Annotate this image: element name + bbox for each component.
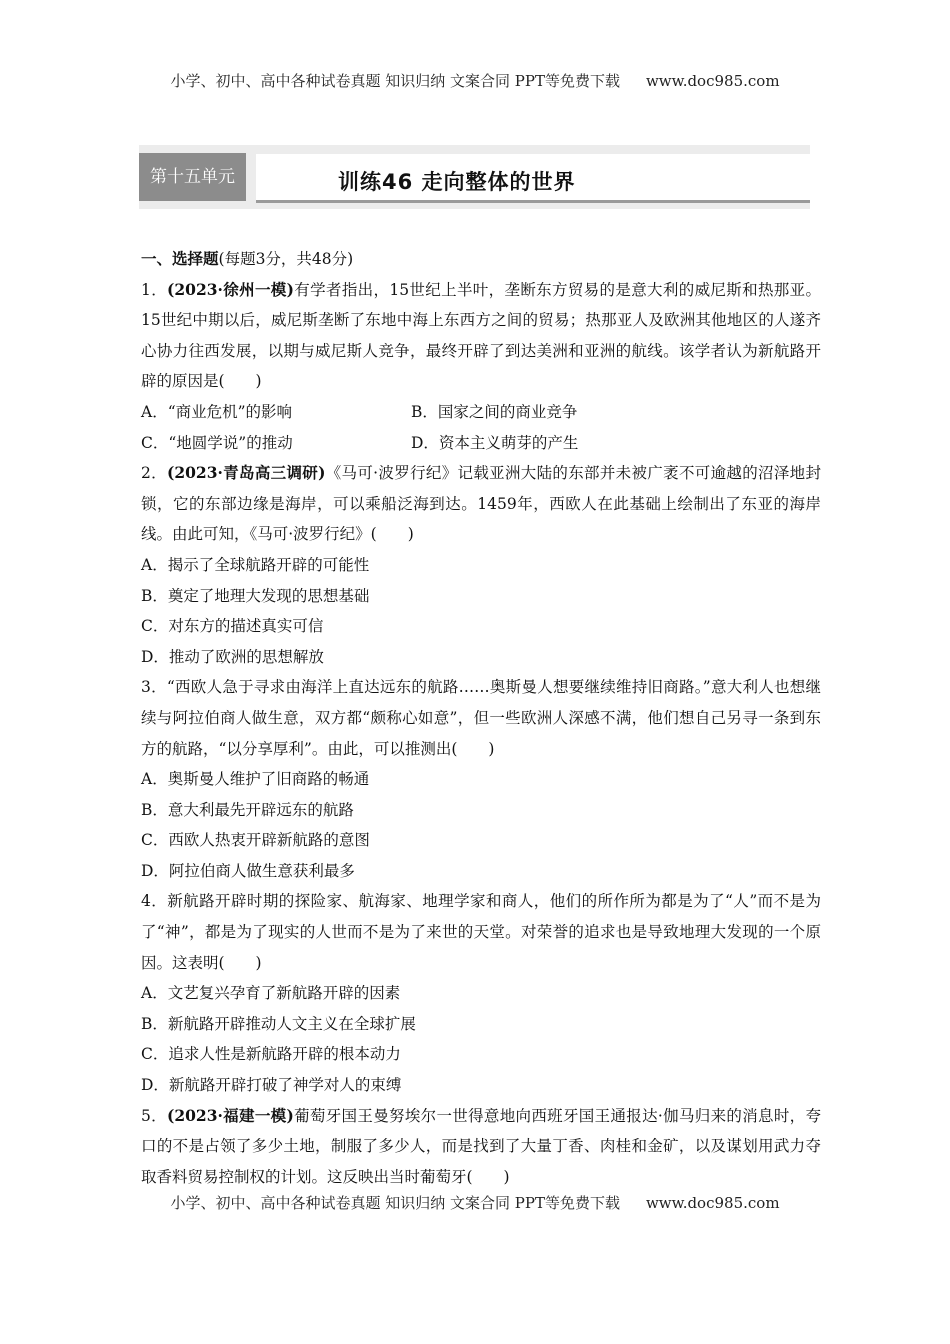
section-heading-note: (每题3分，共48分)	[218, 250, 354, 268]
question-content	[141, 244, 821, 1192]
option-c[interactable]: C．“地圆学说”的推动	[141, 433, 293, 452]
page-header	[0, 70, 950, 91]
option-b[interactable]: B．国家之间的商业竞争	[411, 402, 578, 421]
option-c[interactable]: C．西欧人热衷开辟新航路的意图	[141, 831, 370, 850]
question-source: (2023·徐州一模)	[167, 279, 294, 299]
question-1	[141, 275, 821, 397]
option-a[interactable]: A．奥斯曼人维护了旧商路的畅通	[141, 770, 370, 789]
option-a[interactable]: A．文艺复兴孕育了新航路开辟的因素	[141, 984, 401, 1003]
option-d[interactable]: D．推动了欧洲的思想解放	[141, 647, 324, 666]
question-stem: 新航路开辟时期的探险家、航海家、地理学家和商人，他们的所作所为都是为了“人”而不是为了“神”，都是为了现实的人世而不是为了来世的天堂。对荣誉的追求也是导致地理大发现的一个原因。这表明( )	[141, 892, 821, 972]
question-3	[141, 672, 821, 764]
option-b[interactable]: B．意大利最先开辟远东的航路	[141, 800, 354, 819]
question-4	[141, 886, 821, 978]
question-stem: 有学者指出，15世纪上半叶，垄断东方贸易的是意大利的威尼斯和热那亚。15世纪中期以后，威尼斯垄断了东地中海上东西方之间的贸易；热那亚人及欧洲其他地区的人遂齐心协力往西发展，以期与威尼斯人竞争，最终开辟了到达美洲和亚洲的航线。该学者认为新航路开辟的原因是( )	[141, 280, 821, 391]
question-number: 5．	[141, 1106, 167, 1125]
option-b[interactable]: B．新航路开辟推动人文主义在全球扩展	[141, 1014, 416, 1033]
question-2	[141, 458, 821, 550]
question-number: 4．	[141, 892, 168, 911]
question-stem: 《马可·波罗行纪》记载亚洲大陆的东部并未被广袤不可逾越的沼泽地封锁，它的东部边缘是海岸，可以乘船泛海到达。1459年，西欧人在此基础上绘制出了东亚的海岸线。由此可知，《马可·波罗行纪》( )	[141, 464, 821, 544]
section-heading	[141, 244, 821, 275]
question-source: (2023·福建一模)	[167, 1105, 294, 1125]
section-heading-label: 一、选择题	[141, 249, 219, 268]
question-number: 1．	[141, 280, 168, 299]
option-d[interactable]: D．阿拉伯商人做生意获利最多	[141, 861, 355, 880]
option-d[interactable]: D．资本主义萌芽的产生	[411, 433, 579, 452]
option-c[interactable]: C．追求人性是新航路开辟的根本动力	[141, 1045, 401, 1064]
option-a[interactable]: A．揭示了全球航路开辟的可能性	[141, 555, 370, 574]
footer-text: 小学、初中、高中各种试卷真题 知识归纳 文案合同 PPT等免费下载	[170, 1194, 620, 1212]
header-url[interactable]: www.doc985.com	[645, 72, 780, 90]
question-stem: 葡萄牙国王曼努埃尔一世得意地向西班牙国王通报达·伽马归来的消息时，夸口的不是占领了多少土地，制服了多少人，而是找到了大量丁香、肉桂和金矿，以及谋划用武力夺取香料贸易控制权的计划。这反映出当时葡萄牙( )	[141, 1106, 821, 1186]
question-source: (2023·青岛高三调研)	[167, 463, 326, 483]
option-row	[141, 428, 821, 459]
option-b[interactable]: B．奠定了地理大发现的思想基础	[141, 586, 370, 605]
option-row	[141, 397, 821, 428]
unit-label: 第十五单元	[139, 153, 246, 201]
footer-url[interactable]: www.doc985.com	[645, 1194, 780, 1212]
header-text: 小学、初中、高中各种试卷真题 知识归纳 文案合同 PPT等免费下载	[170, 72, 620, 90]
question-number: 2．	[141, 464, 167, 483]
question-5	[141, 1101, 821, 1193]
option-c[interactable]: C．对东方的描述真实可信	[141, 617, 324, 636]
option-a[interactable]: A．“商业危机”的影响	[141, 402, 293, 421]
page-title: 训练46 走向整体的世界	[338, 170, 576, 194]
option-d[interactable]: D．新航路开辟打破了神学对人的束缚	[141, 1076, 402, 1095]
page-footer	[0, 1192, 950, 1213]
question-stem: “西欧人急于寻求由海洋上直达远东的航路……奥斯曼人想要继续维持旧商路。”意大利人也想继续与阿拉伯商人做生意，双方都“颇称心如意”，但一些欧洲人深感不满，他们想自己另寻一条到东方的航路，“以分享厚利”。由此，可以推测出( )	[141, 678, 821, 758]
question-number: 3．	[141, 678, 167, 697]
